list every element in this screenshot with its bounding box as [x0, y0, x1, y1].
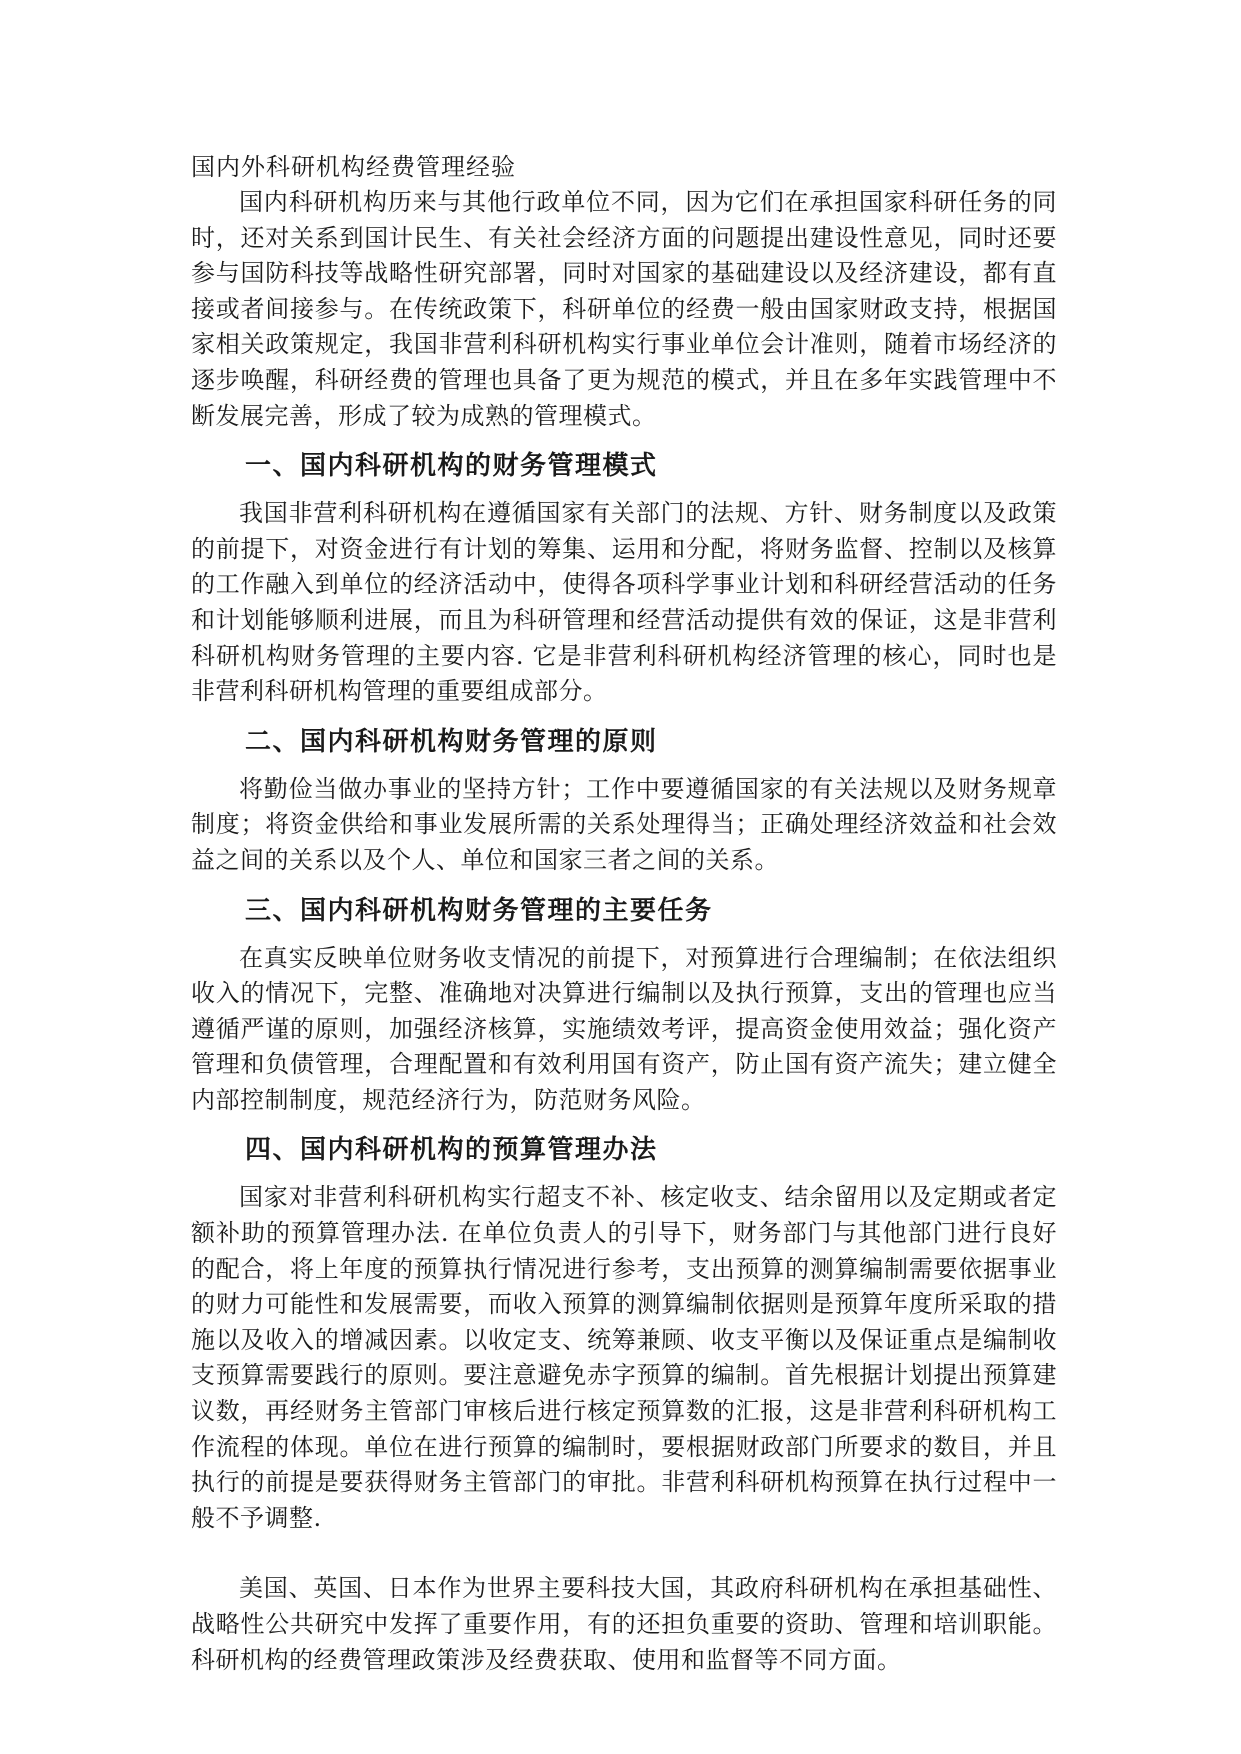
closing-paragraph: 美国、英国、日本作为世界主要科技大国，其政府科研机构在承担基础性、战略性公共研究中发挥了重要作用，有的还担负重要的资助、管理和培训职能。科研机构的经费管理政策涉及经费获取、使用和监督等不同方面。 — [191, 1574, 1057, 1674]
section-3-heading: 三、国内科研机构财务管理的主要任务 — [245, 895, 713, 926]
section-4-heading: 四、国内科研机构的预算管理办法 — [245, 1135, 658, 1166]
section-1-body: 我国非营利科研机构在遵循国家有关部门的法规、方针、财务制度以及政策的前提下，对资金进行有计划的筹集、运用和分配，将财务监督、控制以及核算的工作融入到单位的经济活动中，使得各项科学事业计划和科研经营活动的任务和计划能够顺利进展，而且为科研管理和经营活动提供有效的保证，这是非营利科研机构财务管理的主要内容. 它是非营利科研机构经济管理的核心，同时也是非营利科研机构管理的重要组成部分。 — [191, 499, 1057, 706]
section-2-heading: 二、国内科研机构财务管理的原则 — [245, 726, 658, 757]
section-2-body: 将勤俭当做办事业的坚持方针；工作中要遵循国家的有关法规以及财务规章制度；将资金供给和事业发展所需的关系处理得当；正确处理经济效益和社会效益之间的关系以及个人、单位和国家三者之间的关系。 — [191, 774, 1057, 874]
document-title: 国内外科研机构经费管理经验 — [191, 153, 516, 181]
section-3-body: 在真实反映单位财务收支情况的前提下，对预算进行合理编制；在依法组织收入的情况下，完整、准确地对决算进行编制以及执行预算，支出的管理也应当遵循严谨的原则，加强经济核算，实施绩效考评，提高资金使用效益；强化资产管理和负债管理，合理配置和有效利用国有资产，防止国有资产流失；建立健全内部控制制度，规范经济行为，防范财务风险。 — [191, 943, 1057, 1114]
section-4-body: 国家对非营利科研机构实行超支不补、核定收支、结余留用以及定期或者定额补助的预算管理办法. 在单位负责人的引导下，财务部门与其他部门进行良好的配合，将上年度的预算执行情况进行参考，支出预算的测算编制需要依据事业的财力可能性和发展需要，而收入预算的测算编制依据则是预算年度所采取的措施以及收入的增减因素。以收定支、统筹兼顾、收支平衡以及保证重点是编制收支预算需要践行的原则。要注意避免赤字预算的编制。首先根据计划提出预算建议数，再经财务主管部门审核后进行核定预算数的汇报，这是非营利科研机构工作流程的体现。单位在进行预算的编制时，要根据财政部门所要求的数目，并且执行的前提是要获得财务主管部门的审批。非营利科研机构预算在执行过程中一般不予调整. — [191, 1183, 1057, 1532]
section-1-heading: 一、国内科研机构的财务管理模式 — [245, 451, 658, 482]
paragraph-gap — [191, 1536, 1057, 1571]
document-body — [191, 150, 1057, 1678]
intro-paragraph: 国内科研机构历来与其他行政单位不同，因为它们在承担国家科研任务的同时，还对关系到国计民生、有关社会经济方面的问题提出建设性意见，同时还要参与国防科技等战略性研究部署，同时对国家的基础建设以及经济建设，都有直接或者间接参与。在传统政策下，科研单位的经费一般由国家财政支持，根据国家相关政策规定，我国非营利科研机构实行事业单位会计准则，随着市场经济的逐步唤醒，科研经费的管理也具备了更为规范的模式，并且在多年实践管理中不断发展完善，形成了较为成熟的管理模式。 — [191, 188, 1057, 430]
